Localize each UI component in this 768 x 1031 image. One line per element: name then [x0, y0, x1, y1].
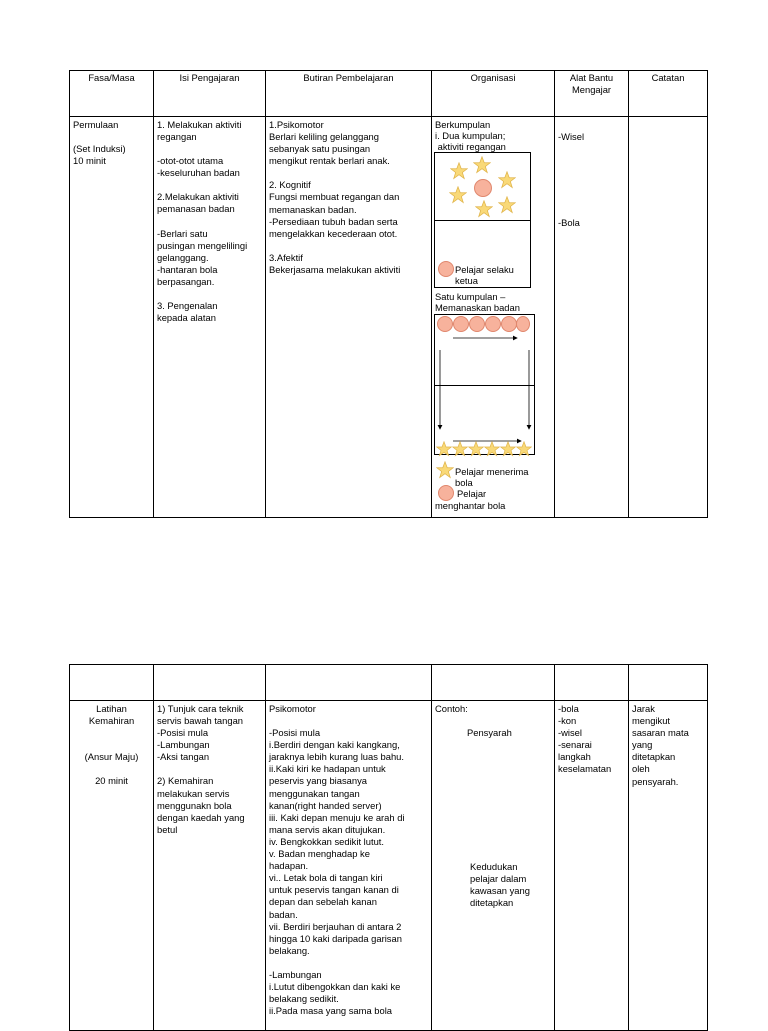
cell-fasa [70, 117, 154, 518]
lesson-plan-table-1 [69, 70, 708, 518]
running-path-arrows [435, 314, 535, 455]
star-icon [468, 441, 484, 457]
isi-line: regangan [157, 131, 197, 143]
cell-catatan [629, 701, 708, 1031]
catatan-line: pensyarah. [632, 775, 679, 787]
catatan-line: oleh [632, 763, 650, 775]
butiran-line: belakang sedikit. [269, 993, 339, 1005]
organisasi-heading: Berkumpulan [435, 119, 491, 130]
cell-catatan [629, 117, 708, 518]
legend-circle-icon [438, 485, 454, 501]
cell-alat [555, 701, 629, 1031]
isi-line: berpasangan. [157, 275, 215, 287]
table-header-row-empty [70, 665, 708, 701]
star-icon [449, 186, 467, 204]
star-icon [498, 171, 516, 189]
fasa-line: Permulaan [73, 119, 119, 130]
header-organisasi: Organisasi [432, 71, 555, 117]
catatan-line: Jarak [632, 703, 655, 714]
cell-isi [154, 117, 266, 518]
butiran-line: ii.Kaki kiri ke hadapan untuk [269, 763, 386, 775]
butiran-line: kanan(right handed server) [269, 799, 382, 811]
butiran-line: i.Berdiri dengan kaki kangkang, [269, 739, 400, 751]
butiran-line: vi.. Letak bola di tangan kiri [269, 872, 383, 884]
table-header-row [70, 71, 708, 117]
header-butiran: Butiran Pembelajaran [266, 71, 432, 117]
butiran-line: peservis yang biasanya [269, 775, 367, 787]
star-icon [475, 200, 493, 218]
alat-item: -wisel [558, 727, 582, 739]
pensyarah-label: Pensyarah [467, 727, 512, 739]
star-icon [436, 441, 452, 457]
fasa-line: Kemahiran [88, 715, 135, 727]
butiran-line: v. Badan menghadap ke [269, 848, 370, 860]
table-row [70, 117, 708, 518]
cell-organisasi [432, 117, 555, 518]
isi-line: menggunakn bola [157, 799, 232, 811]
alat-item: -Wisel [558, 131, 585, 142]
legend-label: menghantar bola [435, 500, 506, 511]
alat-item: keselamatan [558, 763, 612, 775]
butiran-line: -Persediaan tubuh badan serta [269, 215, 398, 227]
isi-line: dengan kaedah yang [157, 811, 245, 823]
kedudukan-line: ditetapkan [470, 897, 514, 909]
isi-line: 2) Kemahiran [157, 775, 214, 787]
catatan-line: ditetapkan [632, 751, 676, 763]
butiran-line: ii.Pada masa yang sama bola [269, 1005, 392, 1017]
butiran-line: Bekerjasama melakukan aktiviti [269, 263, 401, 275]
cell-fasa [70, 701, 154, 1031]
catatan-line: yang [632, 739, 653, 751]
legend-label: bola [455, 477, 473, 488]
kedudukan-line: kawasan yang [470, 885, 530, 897]
butiran-line: hadapan. [269, 860, 309, 872]
star-icon [450, 162, 468, 180]
header-isi: Isi Pengajaran [154, 71, 266, 117]
star-icon [516, 441, 532, 457]
catatan-line: sasaran mata [632, 727, 689, 739]
isi-line: 3. Pengenalan [157, 300, 218, 312]
fasa-line: 10 minit [73, 155, 106, 167]
legend-label: ketua [455, 275, 478, 286]
legend-label: Pelajar selaku [455, 264, 514, 275]
butiran-line: menggunakan tangan [269, 787, 360, 799]
star-icon [473, 156, 491, 174]
cell-isi [154, 701, 266, 1031]
table-row [70, 701, 708, 1031]
butiran-line: hingga 10 kaki daripada garisan [269, 932, 402, 944]
header-alat: Alat Bantu Mengajar [555, 71, 629, 117]
kedudukan-line: Kedudukan [470, 861, 518, 873]
organisasi-heading: i. Dua kumpulan; [435, 130, 506, 141]
star-icon [498, 196, 516, 214]
butiran-line: iv. Bengkokkan sedikit lutut. [269, 835, 384, 847]
fasa-line: (Ansur Maju) [84, 751, 139, 763]
header-catatan: Catatan [629, 71, 708, 117]
star-icon [452, 441, 468, 457]
star-icon [484, 441, 500, 457]
butiran-line: Psikomotor [269, 703, 316, 714]
isi-line: -otot-otot utama [157, 155, 224, 167]
butiran-line: mengelakkan kecederaan otot. [269, 227, 398, 239]
leader-circle [474, 179, 492, 197]
butiran-line: memanaskan badan. [269, 203, 357, 215]
butiran-line: jaraknya lebih kurang luas bahu. [269, 751, 404, 763]
butiran-line: depan dan sebelah kanan [269, 896, 377, 908]
isi-line: servis bawah tangan [157, 715, 243, 727]
isi-line: -Aksi tangan [157, 751, 210, 763]
cell-alat [555, 117, 629, 518]
kedudukan-line: pelajar dalam [470, 873, 527, 885]
butiran-line: 1.Psikomotor [269, 119, 324, 130]
isi-line: -hantaran bola [157, 263, 218, 275]
butiran-line: vii. Berdiri berjauhan di antara 2 [269, 920, 402, 932]
organisasi-heading: aktiviti regangan [435, 141, 506, 152]
isi-line: kepada alatan [157, 312, 216, 324]
alat-item: langkah [558, 751, 591, 763]
isi-line: pemanasan badan [157, 203, 235, 215]
contoh-label: Contoh: [435, 703, 468, 714]
butiran-line: 3.Afektif [269, 251, 303, 263]
isi-line: -keseluruhan badan [157, 167, 240, 179]
isi-line: melakukan servis [157, 787, 230, 799]
cell-butiran [266, 701, 432, 1031]
legend-label: Pelajar menerima [455, 466, 529, 477]
butiran-line: mana servis akan ditujukan. [269, 823, 386, 835]
fasa-line: Latihan [96, 703, 127, 714]
butiran-line: sebanyak satu pusingan [269, 143, 371, 155]
cell-butiran [266, 117, 432, 518]
butiran-line: -Posisi mula [269, 727, 321, 739]
organisasi-heading: Satu kumpulan – [435, 291, 506, 302]
star-icon [500, 441, 516, 457]
legend-circle-icon [438, 261, 454, 277]
cell-organisasi [432, 701, 555, 1031]
butiran-line: badan. [269, 908, 298, 920]
legend-label: Pelajar [457, 488, 487, 499]
isi-line: betul [157, 823, 178, 835]
fasa-line: 20 minit [95, 775, 128, 787]
butiran-line: untuk peservis tangan kanan di [269, 884, 399, 896]
isi-line: -Lambungan [157, 739, 210, 751]
butiran-line: Fungsi membuat regangan dan [269, 191, 400, 203]
organisasi-diagram [435, 119, 551, 515]
butiran-line: iii. Kaki depan menuju ke arah di [269, 811, 405, 823]
butiran-line: 2. Kognitif [269, 179, 311, 191]
isi-line: -Berlari satu [157, 227, 208, 239]
lesson-plan-table-2 [69, 664, 708, 1031]
butiran-line: mengikut rentak berlari anak. [269, 155, 390, 167]
isi-line: 1) Tunjuk cara teknik [157, 703, 244, 714]
butiran-line: i.Lutut dibengokkan dan kaki ke [269, 980, 401, 992]
header-fasa: Fasa/Masa [70, 71, 154, 117]
alat-item: -Bola [558, 217, 580, 229]
alat-item: -kon [558, 715, 577, 727]
isi-line: 1. Melakukan aktiviti [157, 119, 242, 130]
butiran-line: -Lambungan [269, 968, 322, 980]
alat-item: -senarai [558, 739, 592, 751]
isi-line: pusingan mengelilingi [157, 239, 248, 251]
alat-item: -bola [558, 703, 579, 714]
catatan-line: mengikut [632, 715, 671, 727]
fasa-line: (Set Induksi) [73, 143, 126, 155]
isi-line: 2.Melakukan aktiviti [157, 191, 239, 203]
organisasi-heading: Memanaskan badan [435, 302, 520, 313]
butiran-line: Berlari keliling gelanggang [269, 131, 379, 143]
butiran-line: belakang. [269, 944, 310, 956]
legend-star-icon [436, 461, 454, 479]
isi-line: -Posisi mula [157, 727, 209, 739]
isi-line: gelanggang. [157, 251, 209, 263]
